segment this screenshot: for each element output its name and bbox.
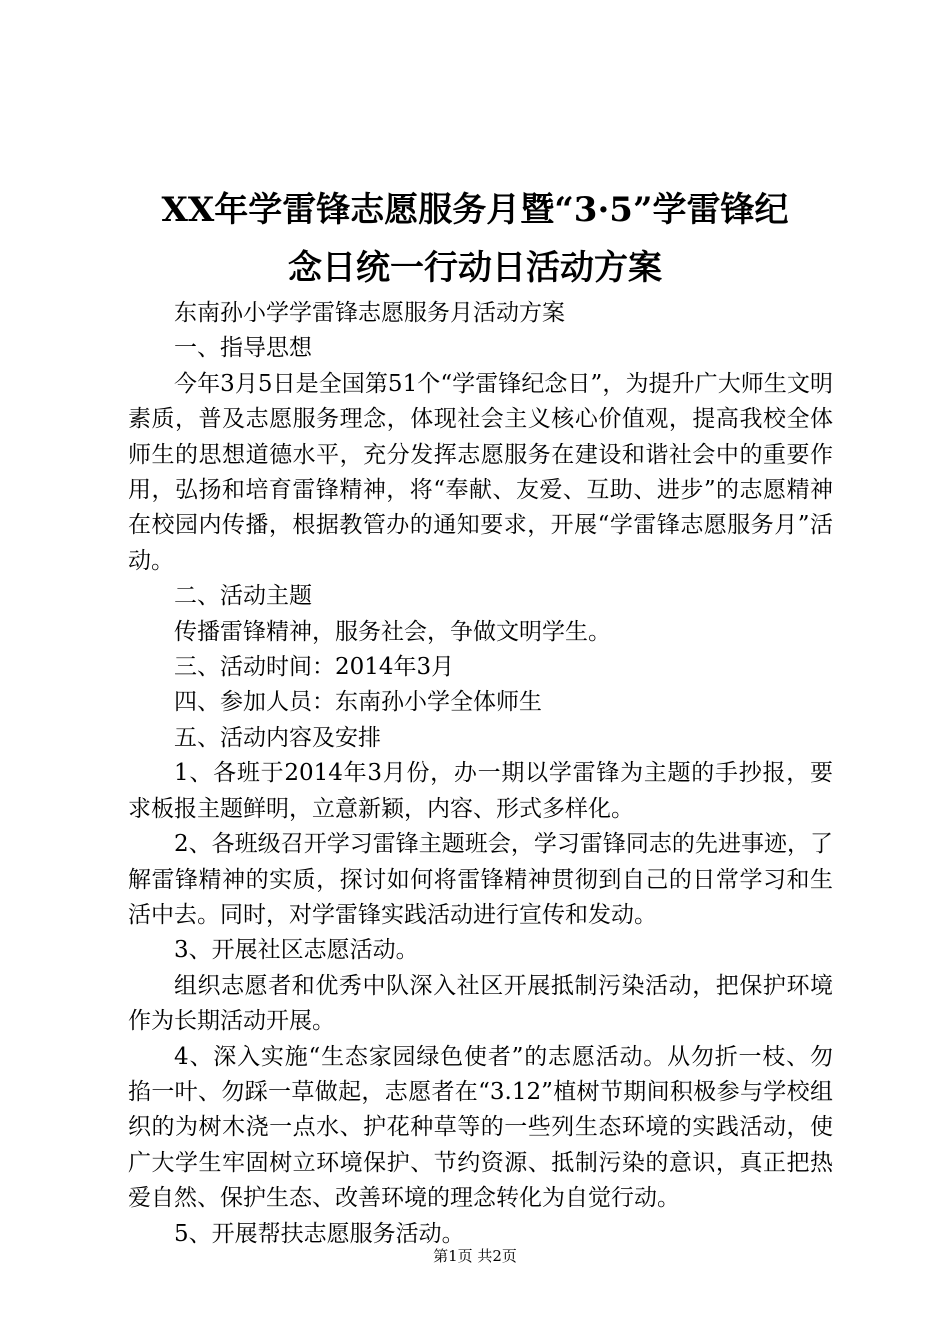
heading-activity-time: 三、活动时间：2014年3月 xyxy=(174,654,455,681)
paragraph-guiding-ideology: 今年3月5日是全国第51个“学雷锋纪念日”，为提升广大师生文明素质，普及志愿服务理念，体现社会主义核心价值观，提高我校全体师生的思想道德水平，充分发挥志愿服务在建设和谐社会中的重要作用，弘扬和培育雷锋精神，将“奉献、友爱、互助、进步”的志愿精神在校园内传播，根据教管办的通知要求，开展“学雷锋志愿服务月”活动。 xyxy=(128,370,833,574)
heading-guiding-ideology: 一、指导思想 xyxy=(174,335,312,362)
document-title-line2: 念日统一行动日活动方案 xyxy=(288,248,662,288)
paragraph-activity-theme: 传播雷锋精神，服务社会，争做文明学生。 xyxy=(174,618,611,645)
page-footer: 第1页 共2页 xyxy=(433,1247,517,1265)
paragraph-item-4: 4、深入实施“生态家园绿色使者”的志愿活动。从勿折一枝、勿掐一叶、勿踩一草做起，志愿者在“3.12”植树节期间积极参与学校组织的为树木浇一点水、护花种草等的一些列生态环境的实践活动，使广大学生牢固树立环境保护、节约资源、抵制污染的意识，真正把热爱自然、保护生态、改善环境的理念转化为自觉行动。 xyxy=(128,1043,833,1212)
paragraph-item-3-detail: 组织志愿者和优秀中队深入社区开展抵制污染活动，把保护环境作为长期活动开展。 xyxy=(128,972,833,1035)
paragraph-item-5: 5、开展帮扶志愿服务活动。 xyxy=(174,1220,465,1247)
paragraph-item-2: 2、各班级召开学习雷锋主题班会，学习雷锋同志的先进事迹，了解雷锋精神的实质，探讨如何将雷锋精神贯彻到自己的日常学习和生活中去。同时，对学雷锋实践活动进行宣传和发动。 xyxy=(128,831,833,928)
document-title-line1: XX年学雷锋志愿服务月暨“3·5”学雷锋纪 xyxy=(161,190,789,230)
heading-activity-content: 五、活动内容及安排 xyxy=(174,724,381,751)
document-body xyxy=(128,296,833,1252)
paragraph-item-3: 3、开展社区志愿活动。 xyxy=(174,937,419,964)
heading-participants: 四、参加人员：东南孙小学全体师生 xyxy=(174,689,542,716)
paragraph-item-1: 1、各班于2014年3月份，办一期以学雷锋为主题的手抄报，要求板报主题鲜明，立意新颖，内容、形式多样化。 xyxy=(128,760,833,822)
heading-activity-theme: 二、活动主题 xyxy=(174,583,312,610)
paragraph-plan-name: 东南孙小学学雷锋志愿服务月活动方案 xyxy=(174,300,565,326)
